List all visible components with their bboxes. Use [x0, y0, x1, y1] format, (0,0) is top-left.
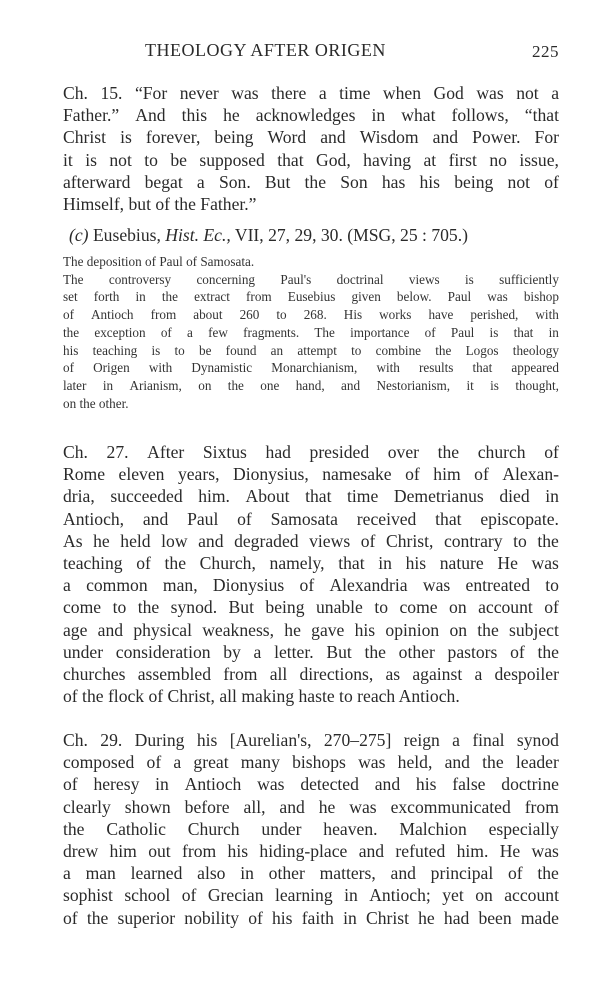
text-line: Christ is forever, being Word and Wisdom and Power. For [63, 127, 559, 148]
text-line: clearly shown before all, and he was excommunicated from [63, 796, 559, 817]
text-line: under consideration by a letter. But the other pastors of the [63, 641, 559, 662]
text-line: his teaching is to be found an attempt to combine the Logos theology [63, 342, 559, 358]
text-line: dria, succeeded him. About that time Demetrianus died in [63, 486, 559, 507]
text-line: of the flock of Christ, all making haste to reach Antioch. [63, 686, 460, 707]
text-line: it is not to be supposed that God, having at first no issue, [63, 149, 559, 170]
text-line: a man learned also in other matters, and principal of the [63, 863, 559, 884]
text-line: later in Arianism, on the one hand, and Nestorianism, it is thought, [63, 377, 559, 393]
citation-author: Eusebius, [92, 225, 161, 245]
text-line: Rome eleven years, Dionysius, namesake of him of Alexan- [63, 464, 559, 485]
text-line: Ch. 15. “For never was there a time when God was not a [63, 83, 559, 103]
text-line: on the other. [63, 395, 129, 411]
text-line: drew him out from his hiding-place and refuted him. He was [63, 841, 559, 862]
text-line: Himself, but of the Father.” [63, 194, 257, 215]
text-line: Father.” And this he acknowledges in what follows, “that [63, 105, 559, 126]
paragraph-ch27 [63, 441, 559, 707]
page-number: 225 [532, 42, 559, 61]
text-line: composed of a great many bishops was held, and the leader [63, 752, 559, 773]
running-header [63, 40, 559, 64]
text-line: set forth in the extract from Eusebius given below. Paul was bishop [63, 289, 559, 305]
text-line: churches assembled from all directions, as against a despoiler [63, 664, 559, 685]
text-line: of heresy in Antioch was detected and his false doctrine [63, 774, 559, 795]
source-citation [69, 224, 559, 246]
citation-label: (c) [69, 225, 89, 245]
text-line: come to the synod. But being unable to come on account of [63, 597, 559, 618]
text-line: of Origen with Dynamistic Monarchianism, with results that appeared [63, 360, 559, 376]
paragraph-ch29 [63, 729, 559, 929]
citation-line [69, 224, 559, 246]
text-line: sophist school of Grecian learning in Antioch; yet on account [63, 885, 559, 906]
text-line: of the superior nobility of his faith in Christ he had been made [63, 907, 559, 928]
text-line: the Catholic Church under heaven. Malchion especially [63, 818, 559, 839]
text-line: Ch. 29. During his [Aurelian's, 270–275] reign a final synod [63, 730, 559, 750]
text-line: Antioch, and Paul of Samosata received that episcopate. [63, 508, 559, 529]
editorial-note [63, 253, 559, 412]
text-line: the exception of a few fragments. The importance of Paul is that in [63, 324, 559, 340]
text-line: The deposition of Paul of Samosata. [63, 254, 255, 269]
text-line: of Antioch from about 260 to 268. His works have perished, with [63, 307, 559, 323]
text-line: age and physical weakness, he gave his opinion on the subject [63, 619, 559, 640]
text-line: teaching of the Church, namely, that in his nature He was [63, 553, 559, 574]
paragraph-ch15 [63, 82, 559, 215]
citation-reference: VII, 27, 29, 30. (MSG, 25 : 705.) [234, 225, 468, 245]
text-line: Ch. 27. After Sixtus had presided over the church of [63, 442, 559, 462]
text-line: a common man, Dionysius of Alexandria was entreated to [63, 575, 559, 596]
text-line: As he held low and degraded views of Christ, contrary to the [63, 530, 559, 551]
running-title: THEOLOGY AFTER ORIGEN [145, 40, 386, 60]
text-line: The controversy concerning Paul's doctrinal views is sufficiently [63, 271, 559, 287]
text-line: afterward begat a Son. But the Son has his being not of [63, 171, 559, 192]
citation-work: Hist. Ec., [165, 225, 231, 245]
